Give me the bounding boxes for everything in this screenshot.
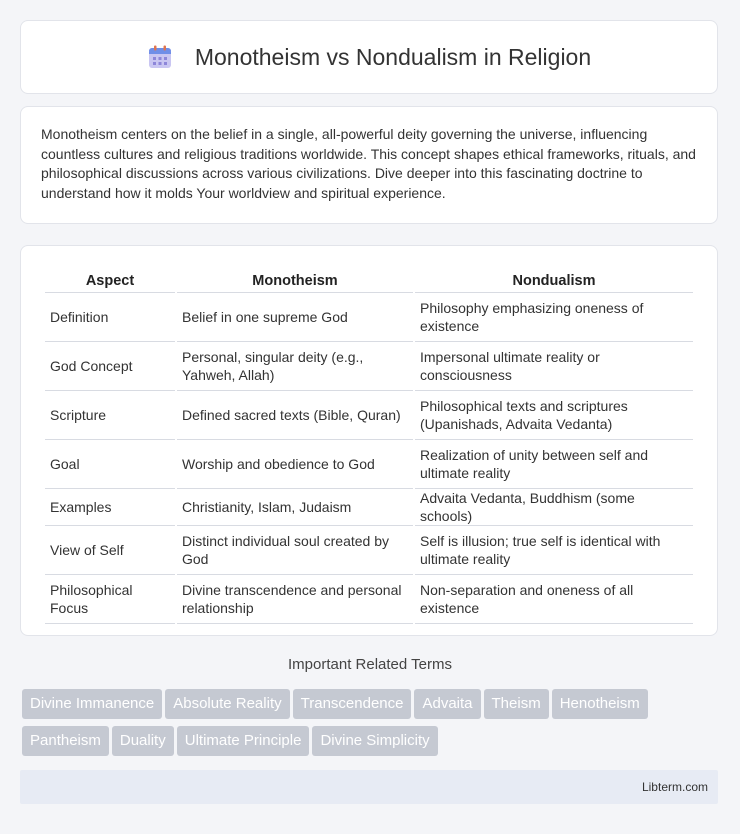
tag-transcendence[interactable]: Transcendence <box>293 689 412 719</box>
page-title: Monotheism vs Nondualism in Religion <box>194 43 592 70</box>
cell-monotheism: Distinct individual soul created by God <box>177 526 413 575</box>
footer <box>20 770 718 804</box>
table-row <box>45 391 693 440</box>
tag-theism[interactable]: Theism <box>484 689 549 719</box>
cell-aspect: God Concept <box>45 342 175 391</box>
cell-aspect: View of Self <box>45 526 175 575</box>
intro-card <box>20 106 718 224</box>
table-row <box>45 342 693 391</box>
cell-aspect: Philosophical Focus <box>45 575 175 624</box>
header-aspect: Aspect <box>45 266 175 293</box>
cell-monotheism: Divine transcendence and personal relationship <box>177 575 413 624</box>
cell-nondualism: Self is illusion; true self is identical with ultimate reality <box>415 526 693 575</box>
related-terms-list <box>22 689 722 763</box>
cell-nondualism: Impersonal ultimate reality or consciousness <box>415 342 693 391</box>
related-terms-title: Important Related Terms <box>288 656 452 673</box>
intro-paragraph: Monotheism centers on the belief in a single, all-powerful deity governing the universe, influencing countless cultures and religious traditions worldwide. This concept shapes ethical frameworks, rituals, and philosophical discussions across various civilizations. Dive deeper into this fascinating doctrine to understand how it molds Your worldview and spiritual experience. <box>41 126 696 201</box>
cell-nondualism: Advaita Vedanta, Buddhism (some schools) <box>415 489 693 526</box>
footer-site-link[interactable]: Libterm.com <box>641 780 708 794</box>
cell-monotheism: Christianity, Islam, Judaism <box>177 489 413 526</box>
cell-nondualism: Philosophy emphasizing oneness of existence <box>415 293 693 342</box>
cell-monotheism: Worship and obedience to God <box>177 440 413 489</box>
cell-nondualism: Non-separation and oneness of all existence <box>415 575 693 624</box>
tag-divine-simplicity[interactable]: Divine Simplicity <box>312 726 437 756</box>
tag-absolute-reality[interactable]: Absolute Reality <box>165 689 289 719</box>
tag-divine-immanence[interactable]: Divine Immanence <box>22 689 162 719</box>
cell-aspect: Examples <box>45 489 175 526</box>
cell-monotheism: Defined sacred texts (Bible, Quran) <box>177 391 413 440</box>
cell-aspect: Definition <box>45 293 175 342</box>
table-header-row <box>45 266 693 293</box>
comparison-table <box>43 266 695 624</box>
tag-ultimate-principle[interactable]: Ultimate Principle <box>177 726 310 756</box>
tag-duality[interactable]: Duality <box>112 726 174 756</box>
cell-nondualism: Philosophical texts and scriptures (Upanishads, Advaita Vedanta) <box>415 391 693 440</box>
table-row <box>45 526 693 575</box>
header-nondualism: Nondualism <box>415 266 693 293</box>
cell-monotheism: Belief in one supreme God <box>177 293 413 342</box>
tag-advaita[interactable]: Advaita <box>414 689 480 719</box>
table-row <box>45 575 693 624</box>
table-row <box>45 440 693 489</box>
header-card <box>20 20 718 94</box>
header-monotheism: Monotheism <box>177 266 413 293</box>
comparison-card <box>20 245 718 636</box>
table-row <box>45 489 693 526</box>
tag-henotheism[interactable]: Henotheism <box>552 689 648 719</box>
cell-nondualism: Realization of unity between self and ultimate reality <box>415 440 693 489</box>
cell-monotheism: Personal, singular deity (e.g., Yahweh, Allah) <box>177 342 413 391</box>
cell-aspect: Goal <box>45 440 175 489</box>
cell-aspect: Scripture <box>45 391 175 440</box>
table-row <box>45 293 693 342</box>
tag-pantheism[interactable]: Pantheism <box>22 726 109 756</box>
calendar-icon <box>147 44 173 70</box>
